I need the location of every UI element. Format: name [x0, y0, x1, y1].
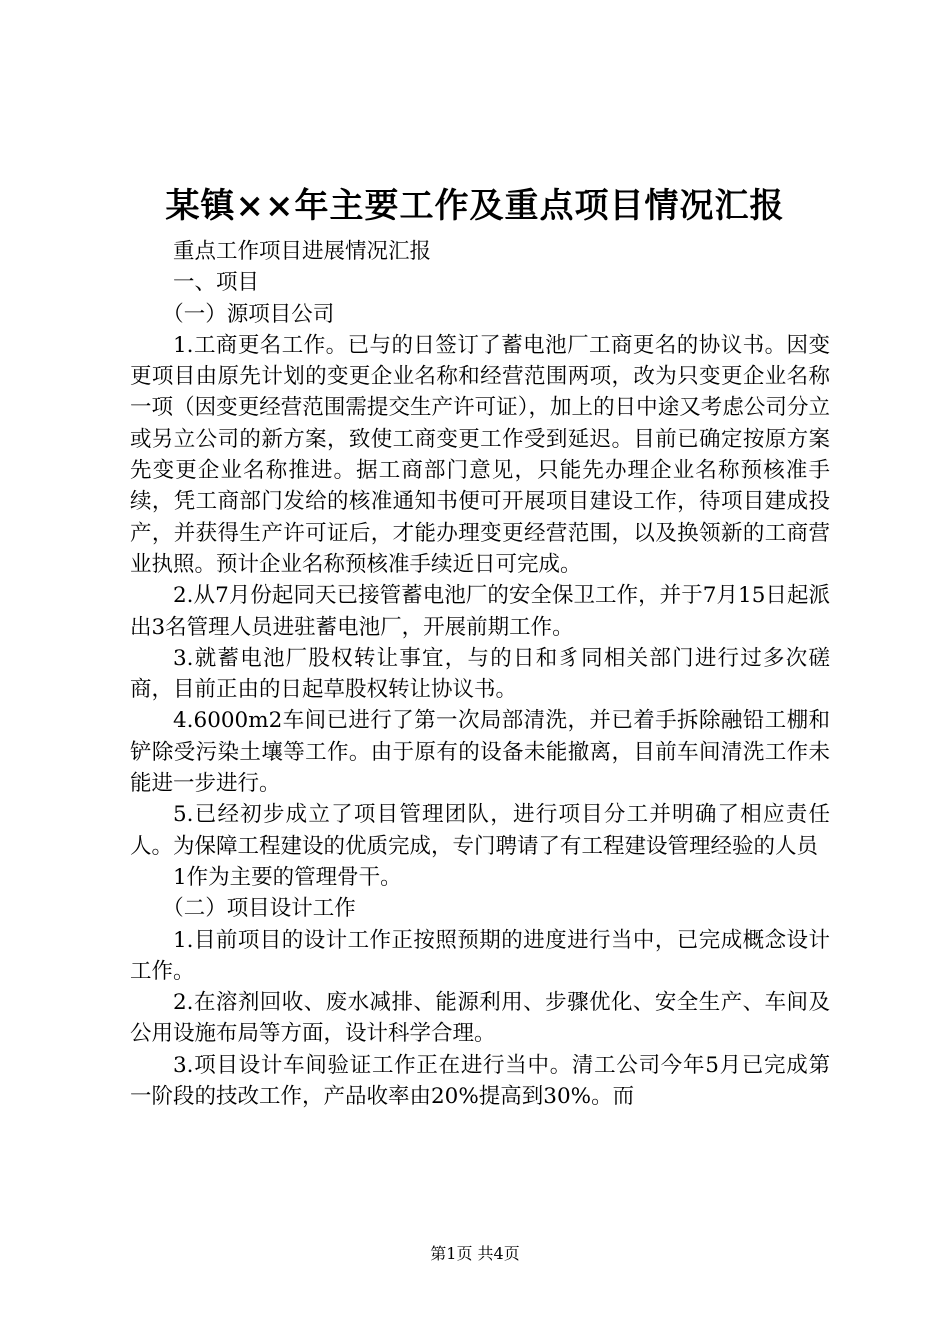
paragraph: 1.工商更名工作。已与的日签订了蓄电池厂工商更名的协议书。因变更项目由原先计划的变更企业名称和经营范围两项，改为只变更企业名称一项（因变更经营范围需提交生产许可证），加上的日中途又考虑公司分立或另立公司的新方案，致使工商变更工作受到延迟。目前已确定按原方案先变更企业名称推进。据工商部门意见，只能先办理企业名称预核准手续，凭工商部门发给的核准通知书便可开展项目建设工作，待项目建成投产，并获得生产许可证后，才能办理变更经营范围，以及换领新的工商营业执照。预计企业名称预核准手续近日可完成。 [130, 332, 830, 577]
paragraph-heading: 重点工作项目进展情况汇报 [173, 239, 432, 264]
paragraph: 2.从7月份起同天已接管蓄电池厂的安全保卫工作，并于7月15日起派出3名管理人员进驻蓄电池厂，开展前期工作。 [130, 583, 830, 640]
document-title: 某镇××年主要工作及重点项目情况汇报 [165, 186, 785, 226]
section-heading: 一、项目 [173, 270, 260, 296]
paragraph: 1作为主要的管理骨干。 [173, 864, 402, 890]
paragraph: 2.在溶剂回收、废水减排、能源利用、步骤优化、安全生产、车间及公用设施布局等方面，设计科学合理。 [130, 990, 830, 1047]
paragraph: 3.项目设计车间验证工作正在进行当中。清工公司今年5月已完成第一阶段的技改工作，产品收率由20%提高到30%。而 [130, 1052, 830, 1110]
paragraph: 5.已经初步成立了项目管理团队，进行项目分工并明确了相应责任人。为保障工程建设的优质完成，专门聘请了有工程建设管理经验的人员 [130, 802, 830, 859]
paragraph: 4.6000m2车间已进行了第一次局部清洗，并已着手拆除融铅工棚和铲除受污染土壤等工作。由于原有的设备未能撤离，目前车间清洗工作未能进一步进行。 [130, 708, 830, 797]
subsection-heading: （二）项目设计工作 [162, 896, 356, 922]
subsection-heading: （一）源项目公司 [162, 301, 335, 327]
paragraph: 1.目前项目的设计工作正按照预期的进度进行当中，已完成概念设计工作。 [130, 927, 830, 984]
page-footer: 第1页 共4页 [430, 1244, 520, 1263]
paragraph: 3.就蓄电池厂股权转让事宜，与的日和豸同相关部门进行过多次磋商，目前正由的日起草股权转让协议书。 [130, 645, 830, 703]
document-body [130, 236, 830, 1112]
